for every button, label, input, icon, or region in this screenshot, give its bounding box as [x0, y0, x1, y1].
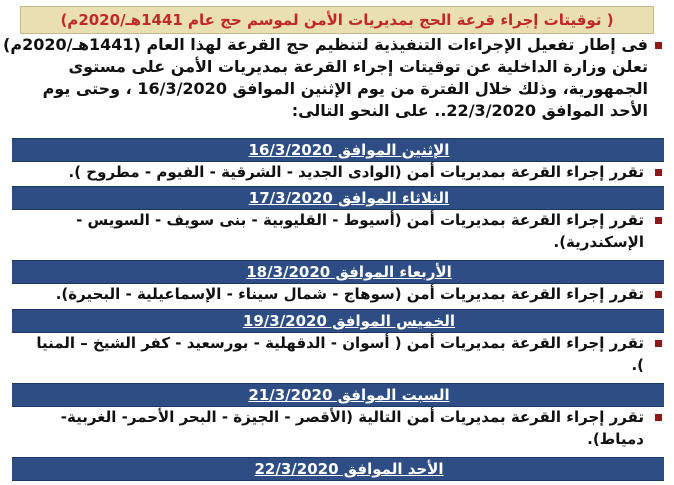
day-schedule-text — [28, 161, 644, 183]
day-header-label: الأربعاء الموافق 18/3/2020 — [212, 263, 486, 281]
day-schedule-text — [28, 332, 644, 376]
day-header-bar — [12, 383, 664, 407]
day-header-bar — [12, 309, 664, 333]
bullet-icon — [655, 291, 662, 298]
day-schedule-text — [28, 209, 644, 253]
day-header-bar — [12, 260, 664, 284]
schedule-line: تقرر إجراء القرعة بمديريات أمن التالية (الأقصر - الجيزة - البحر الأحمر- الغربية- — [60, 408, 644, 426]
day-schedule-text — [28, 283, 644, 305]
day-header-label: الخميس الموافق 19/3/2020 — [212, 312, 486, 330]
day-header-label: السبت الموافق 21/3/2020 — [212, 386, 486, 404]
day-header-bar — [12, 138, 664, 162]
day-header-label: الإثنين الموافق 16/3/2020 — [212, 141, 486, 159]
intro-line: الأحد الموافق 22/3/2020.. على النحو التالى: — [291, 101, 648, 120]
intro-line: الجمهورية، وذلك خلال الفترة من يوم الإثنين الموافق 16/3/2020 ، وحتى يوم — [42, 79, 648, 98]
day-header-bar — [12, 457, 664, 481]
schedule-line: تقرر إجراء القرعة بمديريات أمن ( أسوان - الدقهلية - بورسعيد - كفر الشيخ – المنيا — [36, 334, 644, 352]
schedule-line: تقرر إجراء القرعة بمديريات أمن (سوهاج - شمال سيناء - الإسماعيلية - البحيرة). — [55, 285, 644, 303]
schedule-line: تقرر إجراء القرعة بمديريات أمن (أسيوط - القليوبية - بنى سويف - السويس - — [76, 211, 644, 229]
schedule-line: دمياط). — [587, 430, 644, 448]
schedule-line: الإسكندرية). — [553, 233, 644, 251]
schedule-line: تقرر إجراء القرعة بمديريات أمن (الوادى الجديد - الشرقية - الفيوم - مطروح ). — [68, 163, 644, 181]
bullet-icon — [655, 42, 662, 49]
bullet-icon — [655, 217, 662, 224]
document-title: ( توقيتات إجراء قرعة الحج بمديريات الأمن لموسم حج عام 1441هـ/2020م) — [60, 11, 614, 29]
title-banner — [20, 6, 654, 34]
bullet-icon — [655, 340, 662, 347]
day-header-label: الأحد الموافق 22/3/2020 — [212, 460, 486, 478]
bullet-icon — [655, 169, 662, 176]
intro-line: فى إطار تفعيل الإجراءات التنفيذية لتنظيم حج القرعة لهذا العام (1441هـ/2020م) — [3, 35, 648, 54]
bullet-icon — [655, 414, 662, 421]
intro-line: تعلن وزارة الداخلية عن توقيتات إجراء القرعة بمديريات الأمن على مستوى — [68, 57, 648, 76]
day-header-label: الثلاثاء الموافق 17/3/2020 — [212, 189, 486, 207]
schedule-line: ). — [631, 356, 644, 374]
intro-paragraph — [3, 34, 648, 122]
day-schedule-text — [28, 406, 644, 450]
day-header-bar — [12, 186, 664, 210]
